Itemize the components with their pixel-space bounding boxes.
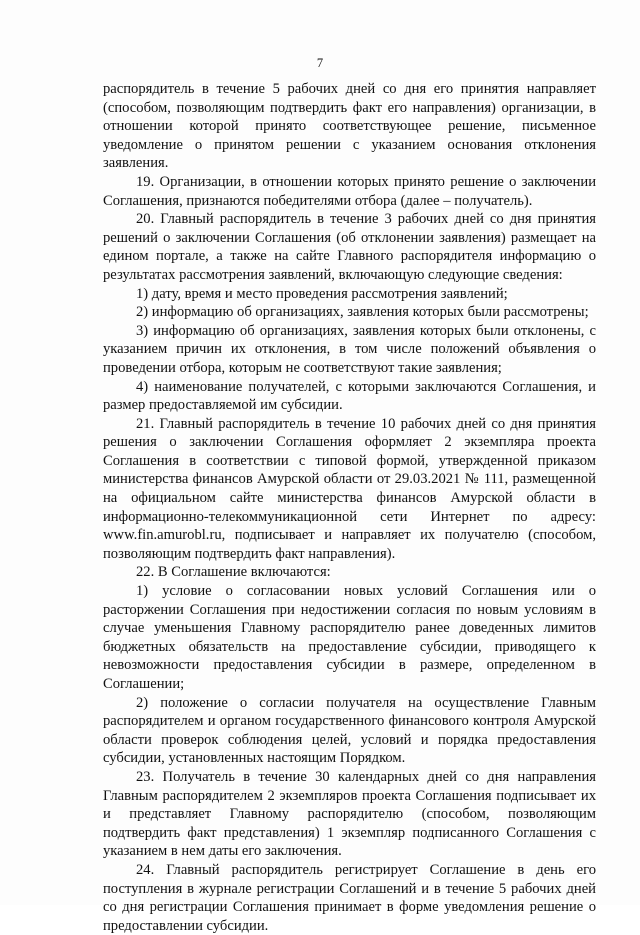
paragraph-item-20-4: 4) наименование получателей, с которыми заключаются Соглашения, и размер предоставляемой им субсидии. (103, 378, 596, 414)
paragraph-continuation: распорядитель в течение 5 рабочих дней со дня его принятия направляет (способом, позволяющим подтвердить факт его направления) организации, в отношении которой принято соответствующее решение, письменное уведомление о принятом решении с указанием основания отклонения заявления. (103, 81, 596, 172)
paragraph-item-23: 23. Получатель в течение 30 календарных дней со дня направления Главным распорядителем 2 экземпляров проекта Соглашения подписывает их и представляет Главному распорядителю (способом, позволяющим подтвердить факт представления) 1 экземпляр подписанного Соглашения с указанием в нем даты его заключения. (103, 768, 596, 860)
paragraph-item-24: 24. Главный распорядитель регистрирует Соглашение в день его поступления в журнале регистрации Соглашений и в течение 5 рабочих дней со дня регистрации Соглашения принимает в форме уведомления решение о предоставлении субсидии. (103, 861, 596, 934)
paragraph-item-20-1: 1) дату, время и место проведения рассмотрения заявлений; (136, 285, 508, 302)
page-number: 7 (316, 56, 324, 70)
paragraph-item-20: 20. Главный распорядитель в течение 3 рабочих дней со дня принятия решений о заключении Соглашения (об отклонении заявления) размещает на едином портале, а также на сайте Главного распорядителя информацию о результатах рассмотрения заявлений, включающую следующие сведения: (103, 211, 596, 283)
paragraph-item-20-2: 2) информацию об организациях, заявления которых были рассмотрены; (136, 304, 589, 321)
paragraph-item-22-2: 2) положение о согласии получателя на осуществление Главным распорядителем и органом государственного финансового контроля Амурской области проверок соблюдения целей, условий и порядка предоставления субсидии, установленных настоящим Порядком. (103, 694, 596, 767)
document-body (103, 80, 596, 935)
paragraph-item-19: 19. Организации, в отношении которых принято решение о заключении Соглашения, признаются победителями отбора (далее – получатель). (103, 173, 596, 209)
paragraph-item-20-3: 3) информацию об организациях, заявления которых были отклонены, с указанием причин их отклонения, в том числе положений объявления о проведении отбора, которым не соответствуют такие заявления; (103, 322, 596, 376)
paragraph-item-22: 22. В Соглашение включаются: (136, 564, 331, 581)
paragraph-item-21: 21. Главный распорядитель в течение 10 рабочих дней со дня принятия решения о заключении Соглашения оформляет 2 экземпляра проекта Соглашения в соответствии с типовой формой, утвержденной приказом министерства финансов Амурской области от 29.03.2021 № 111, размещенной на официальном сайте министерства финансов Амурской области в информационно-телекоммуникационной сети Интернет по адресу: www.fin.amurobl.ru, подписывает и направляет их получателю (способом, позволяющим подтвердить факт направления). (103, 415, 596, 562)
paragraph-item-22-1: 1) условие о согласовании новых условий Соглашения или о расторжении Соглашения при недостижении согласия по новым условиям в случае уменьшения Главному распорядителю ранее доведенных лимитов бюджетных обязательств на предоставление субсидии, приводящего к невозможности предоставления субсидии в размере, определенном в Соглашении; (103, 583, 596, 692)
